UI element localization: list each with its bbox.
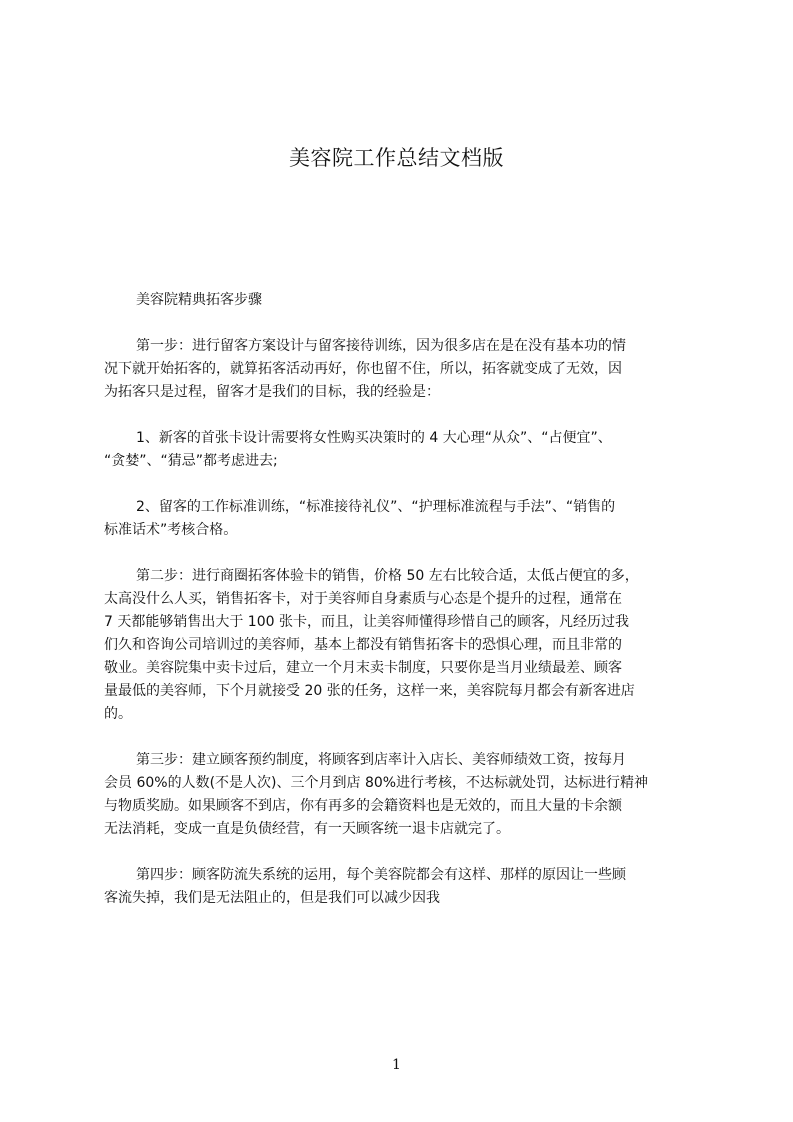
document-body: [104, 289, 698, 910]
section-heading: [104, 289, 698, 312]
text-line: 太高没什么人买，销售拓客卡，对于美容师自身素质与心态是个提升的过程，通常在: [104, 591, 622, 607]
text-line: 1、新客的首张卡设计需要将女性购买决策时的 4 大心理“从众”、“占便宜”、: [136, 430, 612, 446]
paragraph-point-1: [104, 427, 698, 473]
text-line: 况下就开始拓客的，就算拓客活动再好，你也留不住，所以，拓客就变成了无效，因: [104, 361, 622, 377]
text-line: 为拓客只是过程，留客才是我们的目标，我的经验是：: [104, 384, 440, 400]
paragraph-point-2: [104, 496, 698, 542]
text-line: 们久和咨询公司培训过的美容师，基本上都没有销售拓客卡的恐惧心理，而且非常的: [104, 637, 622, 653]
text-line: 第二步：进行商圈拓客体验卡的销售，价格 50 左右比较合适，太低占便宜的多，: [136, 568, 639, 584]
paragraph-step-3: [104, 749, 698, 841]
document-title: 美容院工作总结文档版: [289, 146, 504, 170]
text-line: 第三步：建立顾客预约制度，将顾客到店率计入店长、美容师绩效工资，按每月: [136, 752, 626, 768]
text-line: 美容院精典拓客步骤: [136, 292, 262, 308]
text-line: 第一步：进行留客方案设计与留客接待训练，因为很多店在是在没有基本功的情: [136, 338, 626, 354]
paragraph-step-1: [104, 335, 698, 404]
text-line: 会员 60%的人数(不是人次)、三个月到店 80%进行考核，不达标就处罚，达标进行精神: [104, 775, 649, 791]
page-number: 1: [392, 1057, 401, 1073]
text-line: 无法消耗，变成一直是负债经营，有一天顾客统一退卡店就完了。: [104, 821, 510, 837]
text-line: 量最低的美容师，下个月就接受 20 张的任务，这样一来，美容院每月都会有新客进店: [104, 683, 635, 699]
paragraph-step-4: [104, 864, 698, 910]
text-line: 敬业。美容院集中卖卡过后，建立一个月末卖卡制度，只要你是当月业绩最差、顾客: [104, 660, 622, 676]
text-line: 2、留客的工作标准训练，“标准接待礼仪”、“护理标准流程与手法”、“销售的: [136, 499, 616, 515]
text-line: 的。: [104, 706, 132, 722]
paragraph-step-2: [104, 565, 698, 726]
text-line: 与物质奖励。如果顾客不到店，你有再多的会籍资料也是无效的，而且大量的卡余额: [104, 798, 622, 814]
text-line: 第四步：顾客防流失系统的运用，每个美容院都会有这样、那样的原因让一些顾: [136, 867, 626, 883]
text-line: 7 天都能够销售出大于 100 张卡，而且，让美容师懂得珍惜自己的顾客，凡经历过我: [104, 614, 629, 630]
text-line: 客流失掉，我们是无法阻止的，但是我们可以减少因我: [104, 890, 440, 906]
text-line: 标准话术”考核合格。: [104, 522, 238, 538]
text-line: “贪婪”、“猜忌”都考虑进去;: [104, 453, 278, 469]
